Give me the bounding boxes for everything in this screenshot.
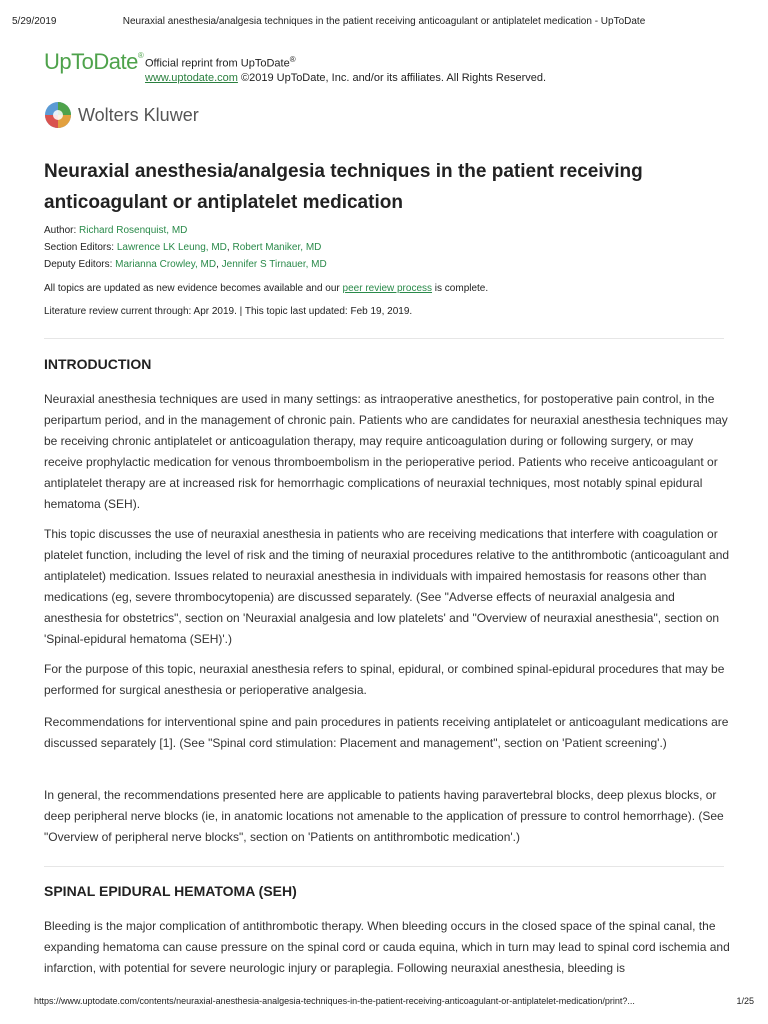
uptodate-logo-text: UpToDate [44,49,138,74]
update-text: All topics are updated as new evidence becomes available and our [44,283,340,294]
reprint-registered: ® [289,55,296,64]
intro-paragraph-4-mid: ]. (See [169,736,209,750]
reprint-notice [145,53,546,85]
copyright: ©2019 UpToDate, Inc. and/or its affiliates. All Rights Reserved. [241,71,547,84]
divider [44,866,724,867]
registered-mark: ® [137,51,144,60]
link-peripheral-nerve-blocks[interactable]: "Overview of peripheral nerve blocks", section on 'Patients on antithrombotic medication' [44,830,513,844]
intro-paragraph-2-end: .) [224,632,233,646]
section-editor-link-2[interactable]: Robert Maniker, MD [232,242,322,253]
intro-paragraph-4-end: .) [659,736,667,750]
intro-paragraph-5-end: .) [512,830,521,844]
intro-paragraph-2 [44,524,730,650]
section-editors-line: Section Editors: Lawrence LK Leung, MD, Robert Maniker, MD [44,242,322,253]
intro-paragraph-3: For the purpose of this topic, neuraxial anesthesia refers to spinal, epidural, or combined spinal-epidural procedures that may be performed for surgical anesthesia or perioperative analgesia. [44,662,725,697]
seh-heading: SPINAL EPIDURAL HEMATOMA (SEH) [44,883,297,899]
intro-paragraph-1: Neuraxial anesthesia techniques are used in many settings: as intraoperative anesthetics, for postoperative pain control, in the peripartum period, and in the management of chronic pain. Patients who are candidates for neuraxial anesthesia techniques may be receiving chronic antiplatelet or anticoagulation therapy, may require anticoagulation during or following surgery, or may receive prophylactic medication for venous thromboembolism in the perioperative period. Patients who receive anticoagulant or antiplatelet therapy are at increased risk for hemorrhagic complications of neuraxial techniques, most notably spinal epidural hematoma (SEH). [44,392,728,511]
wolters-kluwer-name: Wolters Kluwer [78,104,199,125]
author-line [44,225,187,236]
author-link[interactable]: Richard Rosenquist, MD [79,225,188,236]
link-adverse-effects-obstetrics[interactable]: "Adverse effects of neuraxial analgesia and anesthesia for obstetrics", section on 'Neuraxial analgesia and low platelets' [44,590,675,625]
intro-paragraph-5 [44,785,730,848]
peer-review-link[interactable]: peer review process [342,283,433,294]
site-link[interactable]: www.uptodate.com [145,71,238,84]
intro-paragraph-4 [44,712,730,754]
divider [44,338,724,339]
intro-paragraph-2-text: This topic discusses the use of neuraxial anesthesia in patients who are receiving medications that interfere with coagulation or platelet function, including the level of risk and the timing of neuraxial procedures relative to the antithrombotic (anticoagulant and antiplatelet) medication. Issues related to neuraxial anesthesia in individuals with impaired hemostasis for reasons other than medications (eg, severe thrombocytopenia) are discussed separately. (See [44,527,730,604]
deputy-editor-link-2[interactable]: Jennifer S Tirnauer, MD [221,259,327,270]
deputy-editors-label: Deputy Editors: [44,259,113,270]
deputy-editors-line: Deputy Editors: Marianna Crowley, MD, Jennifer S Tirnauer, MD [44,259,327,270]
author-label: Author: [44,225,77,236]
article-title: Neuraxial anesthesia/analgesia techniques in the patient receiving anticoagulant or antiplatelet medication [44,161,643,213]
intro-paragraph-2-and: and [445,611,473,625]
reprint-line: Official reprint from UpToDate [145,57,290,70]
print-title: Neuraxial anesthesia/analgesia techniques in the patient receiving anticoagulant or antiplatelet medication - UpToDate [122,16,646,27]
seh-paragraph-1: Bleeding is the major complication of antithrombotic therapy. When bleeding occurs in the closed space of the spinal canal, the expanding hematoma can cause pressure on the spinal cord or cauda equina, which in turn may lead to spinal cord ischemia and infarction, with potential for severe neurologic injury or paraplegia. Following neuraxial anesthesia, bleeding is [44,919,730,975]
update-notice [44,283,488,294]
deputy-editor-link-1[interactable]: Marianna Crowley, MD [115,259,217,270]
update-text-end: is complete. [434,283,489,294]
uptodate-logo[interactable] [44,49,143,75]
review-dates: Literature review current through: Apr 2019. | This topic last updated: Feb 19, 2019. [44,306,413,317]
section-editors-label: Section Editors: [44,242,115,253]
reference-link[interactable]: 1 [162,736,170,750]
link-spinal-cord-stimulation[interactable]: "Spinal cord stimulation: Placement and management", section on 'Patient screening' [208,736,660,750]
wolters-kluwer-logo [44,100,199,130]
print-date: 5/29/2019 [12,16,57,27]
section-editor-link-1[interactable]: Lawrence LK Leung, MD [116,242,227,253]
wolters-kluwer-globe-icon [44,101,72,129]
intro-paragraph-4-text: Recommendations for interventional spine and pain procedures in patients receiving antiplatelet or anticoagulant medications are discussed separately [ [44,715,729,750]
page-url: https://www.uptodate.com/contents/neuraxial-anesthesia-analgesia-techniques-in-the-patient-receiving-anticoagulant-or-antiplatelet-medication/print?... [34,996,635,1006]
intro-paragraph-5-text: In general, the recommendations presented here are applicable to patients having paravertebral blocks, deep plexus blocks, or deep peripheral nerve blocks (ie, in anatomic locations not amenable to the application of pressure to control hemorrhage). (See [44,788,724,823]
introduction-heading: INTRODUCTION [44,356,152,372]
page-number: 1/25 [736,996,754,1006]
link-overview-neuraxial-anesthesia[interactable]: "Overview of neuraxial anesthesia", section on 'Spinal-epidural hematoma (SEH)' [44,611,720,646]
